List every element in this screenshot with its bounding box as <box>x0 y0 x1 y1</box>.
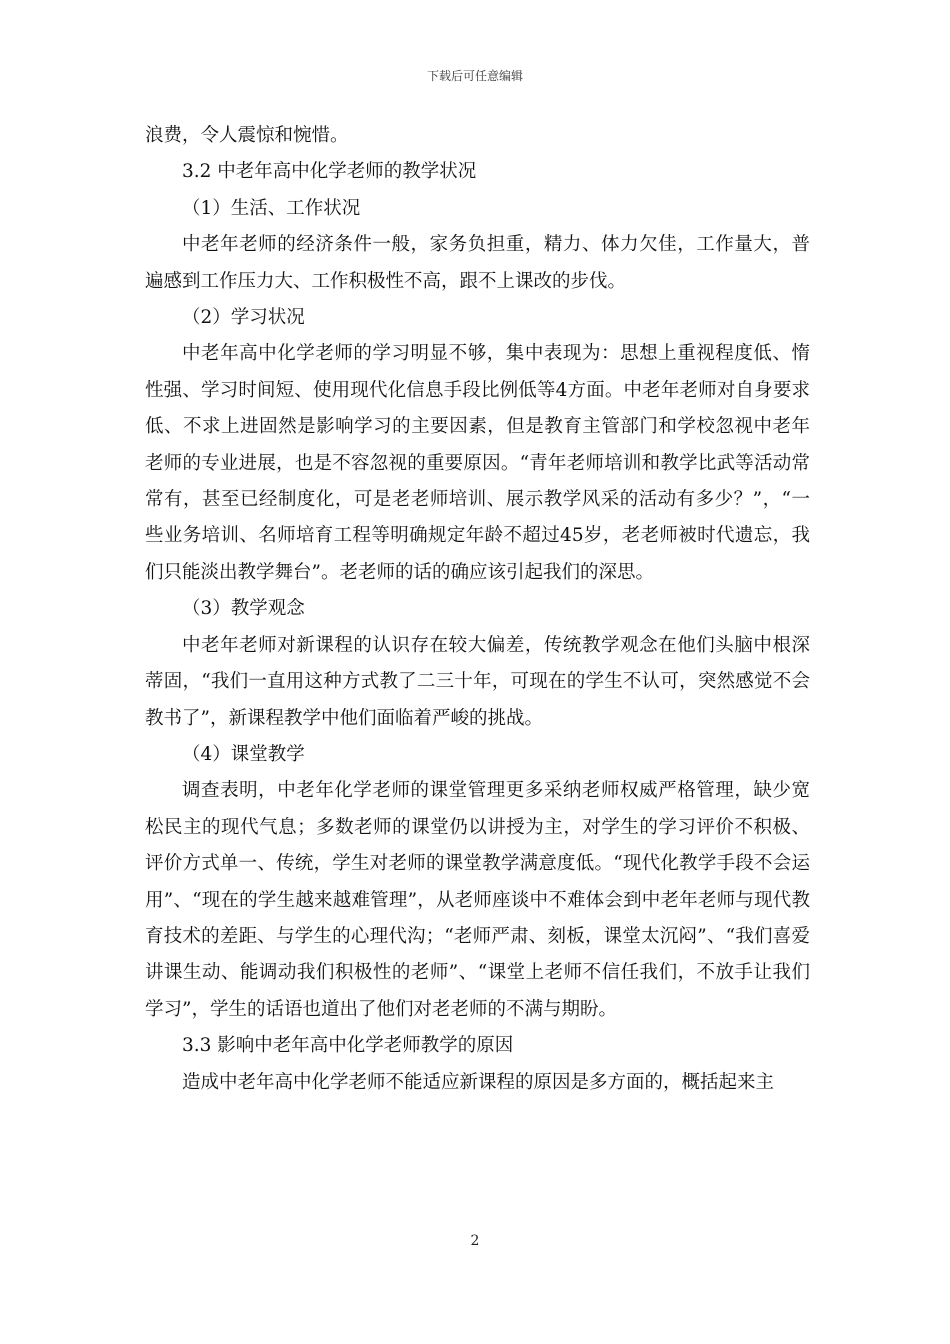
paragraph: 浪费，令人震惊和惋惜。 <box>145 125 349 146</box>
page-header: 下载后可任意编辑 <box>426 69 523 83</box>
subheading-teaching-concepts: （3）教学观念 <box>182 598 305 620</box>
subheading-living-working: （1）生活、工作状况 <box>182 197 361 219</box>
paragraph: 调查表明，中老年化学老师的课堂管理更多采纳老师权威严格管理，缺少宽松民主的现代气息；多数老师的课堂仍以讲授为主，对学生的学习评价不积极、评价方式单一、传统，学生对老师的课堂教学满意度低。“现代化教学手段不会运用”、“现在的学生越来越难管理”，从老师座谈中不难体会到中老年老师与现代教育技术的差距、与学生的心理代沟；“老师严肃、刻板，课堂太沉闷”、“我们喜爱讲课生动、能调动我们积极性的老师”、“课堂上老师不信任我们，不放手让我们学习”，学生的话语也道出了他们对老老师的不满与期盼。 <box>145 780 810 1020</box>
document-body <box>145 118 810 1101</box>
paragraph: 造成中老年高中化学老师不能适应新课程的原因是多方面的，概括起来主 <box>182 1071 775 1093</box>
page-number: 2 <box>470 1233 480 1249</box>
subheading-classroom-teaching: （4）课堂教学 <box>182 743 305 765</box>
paragraph: 中老年老师的经济条件一般，家务负担重，精力、体力欠佳，工作量大，普遍感到工作压力大、工作积极性不高，跟不上课改的步伐。 <box>145 234 810 292</box>
subheading-learning: （2）学习状况 <box>182 307 305 329</box>
paragraph: 中老年老师对新课程的认识存在较大偏差，传统教学观念在他们头脑中根深蒂固，“我们一直用这种方式教了二三十年，可现在的学生不认可，突然感觉不会教书了”，新课程教学中他们面临着严峻的挑战。 <box>145 634 810 729</box>
paragraph: 中老年高中化学老师的学习明显不够，集中表现为：思想上重视程度低、惰性强、学习时间短、使用现代化信息手段比例低等4方面。中老年老师对自身要求低、不求上进固然是影响学习的主要因素，但是教育主管部门和学校忽视中老年老师的专业进展，也是不容忽视的重要原因。“青年老师培训和教学比武等活动常常有，甚至已经制度化，可是老老师培训、展示教学风采的活动有多少？”，“一些业务培训、名师培育工程等明确规定年龄不超过45岁，老老师被时代遗忘，我们只能淡出教学舞台”。老老师的话的确应该引起我们的深思。 <box>145 343 810 583</box>
section-heading-3-2: 3.2 中老年高中化学老师的教学状况 <box>182 161 477 183</box>
section-heading-3-3: 3.3 影响中老年高中化学老师教学的原因 <box>182 1035 514 1057</box>
